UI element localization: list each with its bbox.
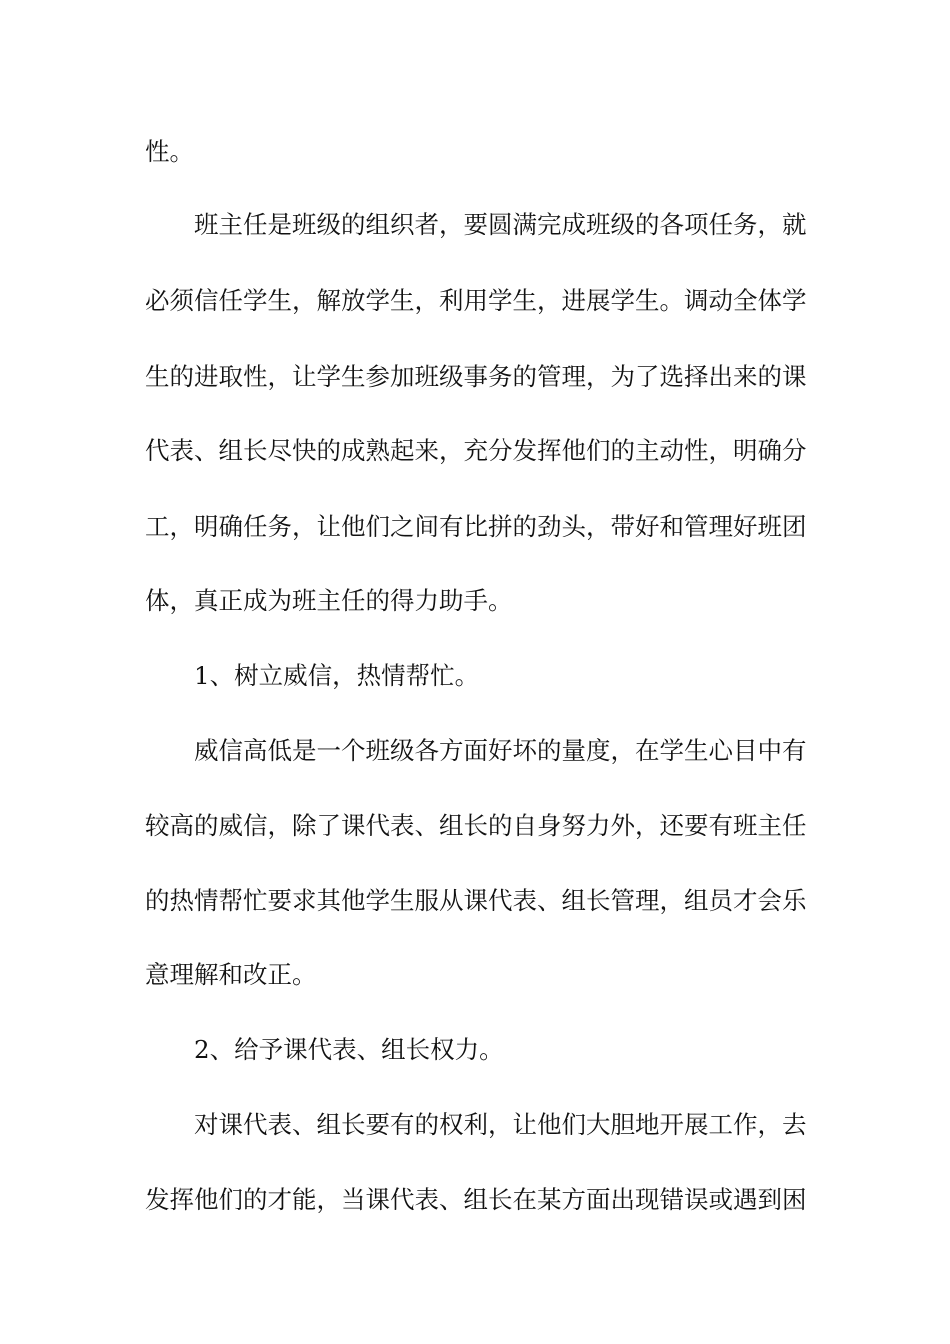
text-line: 2、给予课代表、组长权力。	[194, 1035, 504, 1064]
text-line: 1、树立威信，热情帮忙。	[194, 661, 480, 690]
text-line: 的热情帮忙要求其他学生服从课代表、组长管理，组员才会乐	[145, 886, 807, 915]
text-line: 体，真正成为班主任的得力助手。	[145, 586, 513, 615]
text-line: 班主任是班级的组织者，要圆满完成班级的各项任务，就	[194, 210, 807, 239]
text-line: 威信高低是一个班级各方面好坏的量度，在学生心目中有	[194, 736, 807, 765]
text-line: 必须信任学生，解放学生，利用学生，进展学生。调动全体学	[145, 286, 807, 315]
text-line: 工，明确任务，让他们之间有比拼的劲头，带好和管理好班团	[145, 512, 807, 541]
text-line: 代表、组长尽快的成熟起来，充分发挥他们的主动性，明确分	[145, 436, 807, 465]
text-line: 生的进取性，让学生参加班级事务的管理，为了选择出来的课	[145, 362, 807, 391]
text-line: 性。	[145, 137, 194, 166]
text-line: 意理解和改正。	[145, 960, 317, 989]
text-line: 较高的威信，除了课代表、组长的自身努力外，还要有班主任	[145, 811, 807, 840]
text-line: 对课代表、组长要有的权利，让他们大胆地开展工作，去	[194, 1110, 807, 1139]
text-line: 发挥他们的才能，当课代表、组长在某方面出现错误或遇到困	[145, 1185, 807, 1214]
